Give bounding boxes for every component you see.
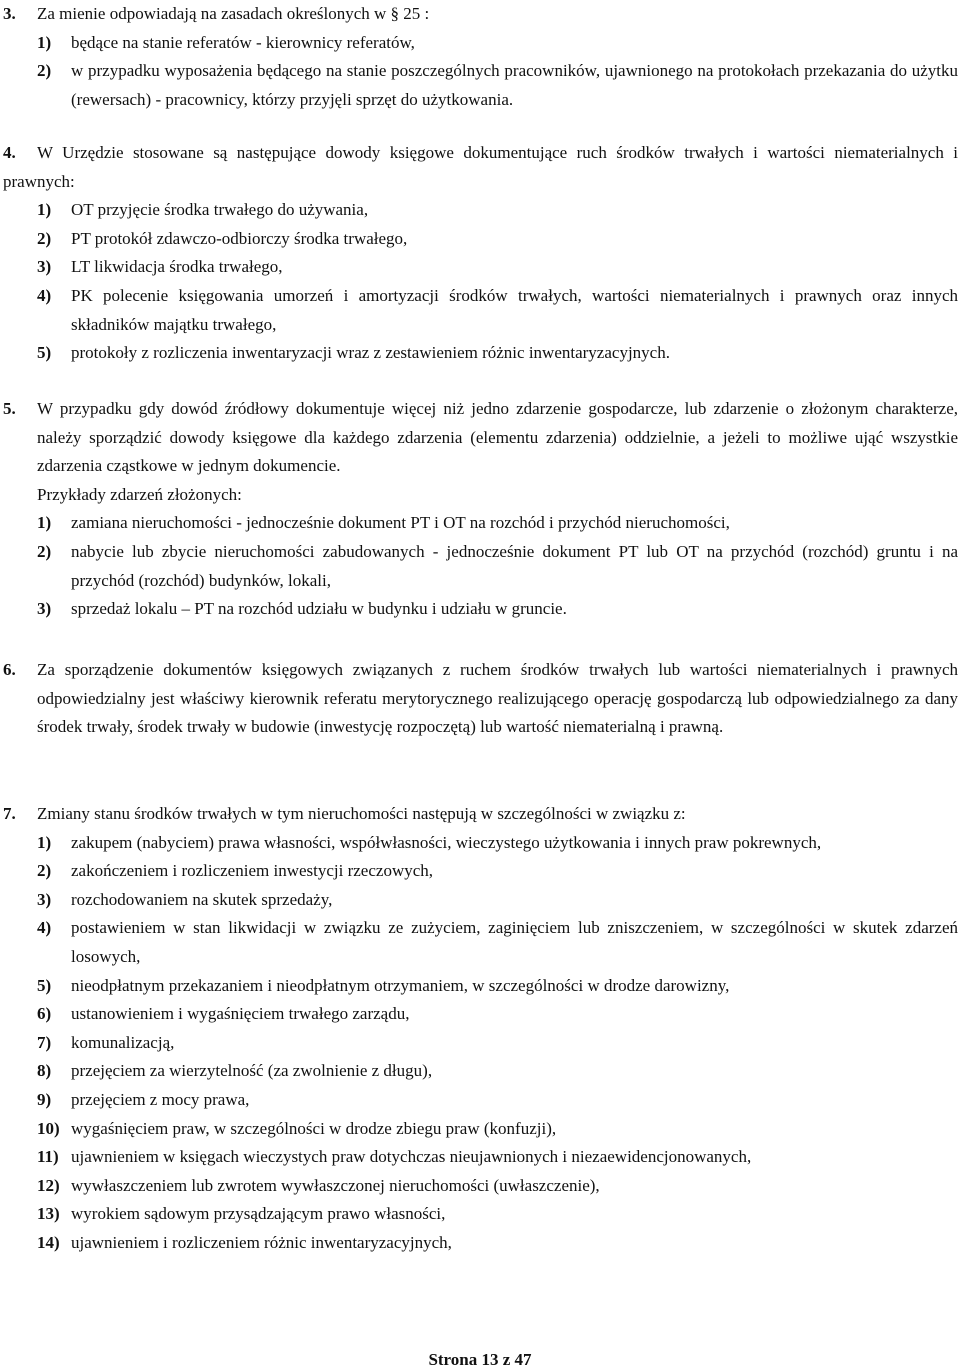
page-footer: Strona 13 z 47	[428, 1350, 532, 1369]
list-item	[3, 829, 958, 858]
list-item	[3, 538, 958, 595]
list-item	[3, 196, 958, 225]
item-text: będące na stanie referatów - kierownicy referatów,	[71, 32, 415, 52]
item-number: 2)	[37, 228, 52, 248]
section-7	[3, 800, 958, 1258]
item-text: przejęciem za wierzytelność (za zwolnienie z długu),	[71, 1061, 433, 1081]
examples-intro: Przykłady zdarzeń złożonych:	[37, 484, 242, 504]
item-number: 4)	[37, 918, 52, 938]
item-text: OT przyjęcie środka trwałego do używania,	[71, 200, 369, 220]
item-text: wygaśnięciem praw, w szczególności w drodze zbiegu praw (konfuzji),	[71, 1118, 557, 1138]
section-number: 5.	[3, 399, 16, 418]
list-item	[3, 1143, 958, 1172]
list-item	[3, 29, 958, 58]
section-6	[3, 656, 958, 742]
item-number: 4)	[37, 285, 52, 305]
section-number: 7.	[3, 804, 16, 823]
list-item	[3, 595, 958, 624]
item-text: LT likwidacja środka trwałego,	[71, 257, 283, 277]
section-text: Za mienie odpowiadają na zasadach określonych w § 25 :	[37, 4, 430, 23]
item-text: przejęciem z mocy prawa,	[71, 1089, 250, 1109]
section-heading	[3, 800, 958, 829]
item-number: 9)	[37, 1089, 52, 1109]
section-number: 6.	[3, 660, 16, 679]
list-item	[3, 253, 958, 282]
item-text: zakończeniem i rozliczeniem inwestycji rzeczowych,	[71, 861, 434, 881]
list-item	[3, 857, 958, 886]
list-item	[3, 914, 958, 971]
item-number: 13)	[37, 1204, 60, 1224]
item-number: 8)	[37, 1061, 52, 1081]
section-text: W przypadku gdy dowód źródłowy dokumentuje więcej niż jedno zdarzenie gospodarcze, lub zdarzenie o złożonym charakterze, należy sporządzić dowody księgowe dla każdego zdarzenia (elementu zdarzenia) oddzielnie, a jeżeli to możliwe ująć wszystkie zdarzenia cząstkowe w jednym dokumencie.	[37, 399, 958, 476]
item-text: protokoły z rozliczenia inwentaryzacji wraz z zestawieniem różnic inwentaryzacyjnych.	[71, 343, 670, 363]
list-item	[3, 1029, 958, 1058]
list-item	[3, 1086, 958, 1115]
item-number: 14)	[37, 1232, 60, 1252]
item-text: ustanowieniem i wygaśnięciem trwałego zarządu,	[71, 1004, 410, 1024]
item-text: ujawnieniem w księgach wieczystych praw dotychczas nieujawnionych i niezaewidencjonowanych,	[71, 1147, 752, 1167]
item-number: 12)	[37, 1175, 60, 1195]
section-heading	[3, 0, 958, 29]
section-text: Za sporządzenie dokumentów księgowych związanych z ruchem środków trwałych lub wartości niematerialnych i prawnych odpowiedzialny jest właściwy kierownik referatu merytorycznego realizującego operację gospodarczą lub odpowiedzialnego za dany środek trwały, środek trwały w budowie (inwestycję rozpoczętą) lub wartość niematerialną i prawną.	[37, 660, 958, 737]
item-number: 6)	[37, 1004, 52, 1024]
list-item	[3, 225, 958, 254]
item-number: 2)	[37, 861, 52, 881]
item-text: w przypadku wyposażenia będącego na stanie poszczególnych pracowników, ujawnionego na protokołach przekazania do użytku (rewersach) - pracownicy, którzy przyjęli sprzęt do użytkowania.	[71, 61, 958, 109]
item-text: sprzedaż lokalu – PT na rozchód udziału w budynku i udziału w gruncie.	[71, 599, 567, 619]
list-item	[3, 509, 958, 538]
item-text: postawieniem w stan likwidacji w związku ze zużyciem, zaginięciem lub zniszczeniem, w szczególności w skutek zdarzeń losowych,	[71, 918, 958, 966]
section-number: 4.	[3, 143, 16, 162]
item-text: komunalizacją,	[71, 1032, 175, 1052]
list-item	[3, 282, 958, 339]
item-text: nabycie lub zbycie nieruchomości zabudowanych - jednocześnie dokument PT lub OT na przychód (rozchód) gruntu i na przychód (rozchód) budynków, lokali,	[71, 541, 958, 590]
list-item	[3, 1057, 958, 1086]
item-text: zakupem (nabyciem) prawa własności, współwłasności, wieczystego użytkowania i innych praw pokrewnych,	[71, 832, 822, 852]
section-4	[3, 139, 958, 368]
list-item	[3, 1000, 958, 1029]
section-text: W Urzędzie stosowane są następujące dowody księgowe dokumentujące ruch środków trwałych i wartości niematerialnych i prawnych:	[3, 143, 958, 191]
list-item	[3, 1229, 958, 1258]
section-text: Zmiany stanu środków trwałych w tym nieruchomości następują w szczególności w związku z:	[37, 804, 686, 823]
item-number: 1)	[37, 32, 52, 52]
item-number: 3)	[37, 599, 52, 619]
section-heading	[3, 139, 958, 196]
item-number: 3)	[37, 889, 52, 909]
item-number: 5)	[37, 975, 52, 995]
item-number: 1)	[37, 832, 52, 852]
list-item	[3, 1172, 958, 1201]
section-3	[3, 0, 958, 114]
item-text: ujawnieniem i rozliczeniem różnic inwentaryzacyjnych,	[71, 1232, 452, 1252]
item-text: rozchodowaniem na skutek sprzedaży,	[71, 889, 333, 909]
item-number: 2)	[37, 541, 52, 561]
item-number: 11)	[37, 1147, 59, 1167]
section-number: 3.	[3, 4, 16, 23]
item-text: wywłaszczeniem lub zwrotem wywłaszczonej nieruchomości (uwłaszczenie),	[71, 1175, 600, 1195]
item-text: PT protokół zdawczo-odbiorczy środka trwałego,	[71, 228, 408, 248]
item-number: 7)	[37, 1032, 52, 1052]
section-5	[3, 395, 958, 624]
list-item	[3, 886, 958, 915]
item-text: wyrokiem sądowym przysądzającym prawo własności,	[71, 1204, 446, 1224]
item-number: 5)	[37, 343, 52, 363]
section-heading	[3, 395, 958, 481]
item-text: nieodpłatnym przekazaniem i nieodpłatnym otrzymaniem, w szczególności w drodze darowizny,	[71, 975, 730, 995]
item-number: 10)	[37, 1118, 60, 1138]
section-heading	[3, 656, 958, 742]
list-item	[3, 1200, 958, 1229]
list-item	[3, 972, 958, 1001]
list-item	[3, 57, 958, 114]
item-text: PK polecenie księgowania umorzeń i amortyzacji środków trwałych, wartości niematerialnych i prawnych oraz innych składników majątku trwałego,	[71, 285, 958, 334]
item-number: 2)	[37, 61, 52, 81]
item-number: 3)	[37, 257, 52, 277]
item-number: 1)	[37, 513, 52, 533]
item-number: 1)	[37, 200, 52, 220]
list-item	[3, 1115, 958, 1144]
item-text: zamiana nieruchomości - jednocześnie dokument PT i OT na rozchód i przychód nieruchomości,	[71, 513, 730, 533]
list-item	[3, 339, 958, 368]
